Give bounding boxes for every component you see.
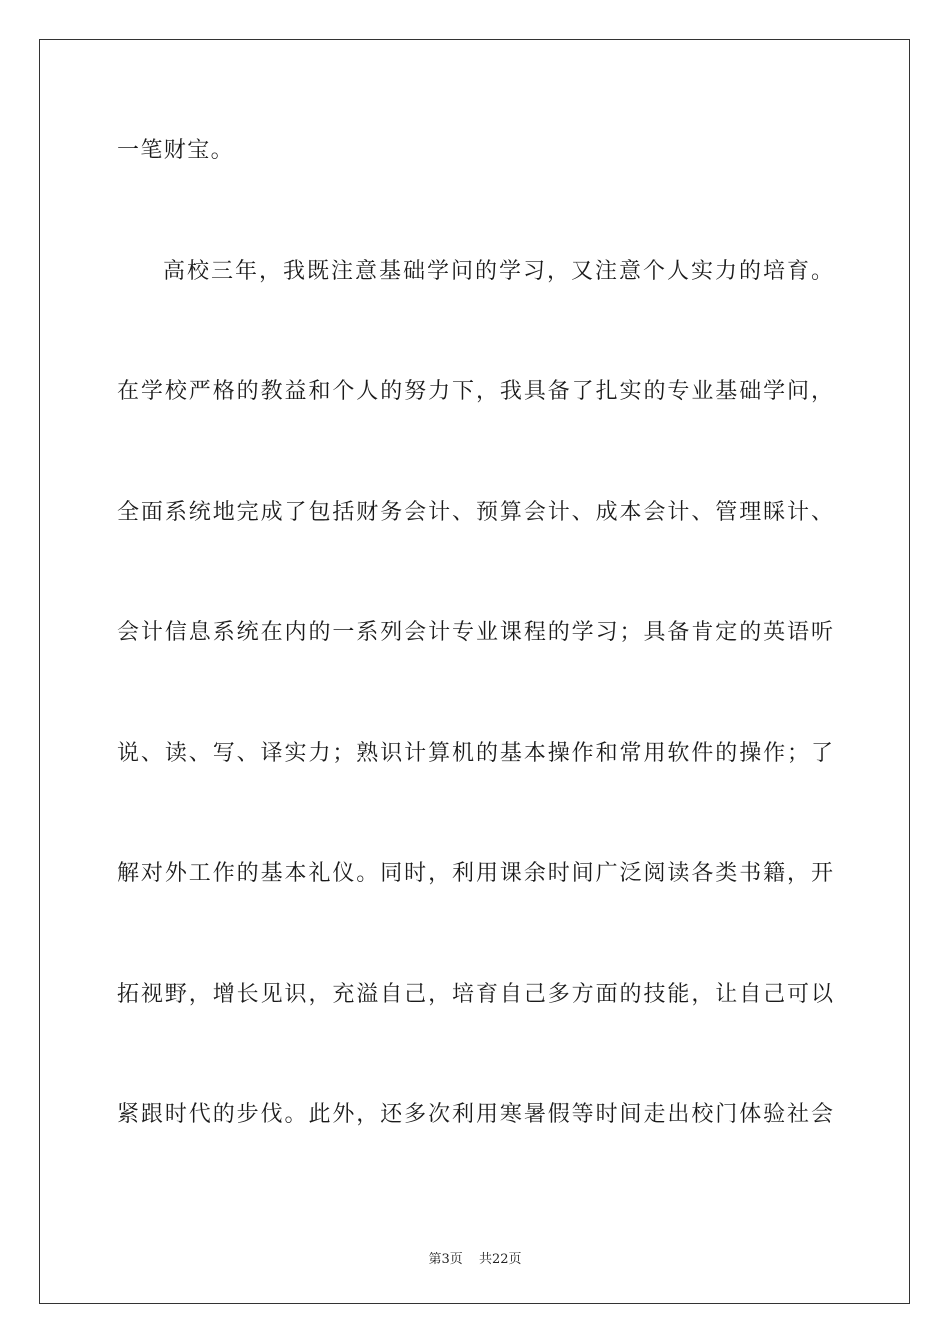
paragraph-line: 说、读、写、译实力；熟识计算机的基本操作和常用软件的操作；了	[117, 740, 833, 766]
paragraph-line: 全面系统地完成了包括财务会计、预算会计、成本会计、管理睬计、	[117, 499, 833, 525]
paragraph-line: 解对外工作的基本礼仪。同时，利用课余时间广泛阅读各类书籍，开	[117, 861, 833, 886]
paragraph-line: 一笔财宝。	[117, 138, 235, 163]
paragraph-line: 拓视野，增长见识，充溢自己，培育自己多方面的技能，让自己可以	[117, 981, 833, 1007]
paragraph-line: 紧跟时代的步伐。此外，还多次利用寒暑假等时间走出校门体验社会	[117, 1102, 833, 1127]
page-footer	[0, 1248, 950, 1267]
paragraph-line: 会计信息系统在内的一系列会计专业课程的学习；具备肯定的英语听	[117, 620, 833, 645]
current-page-number: 第3页	[428, 1252, 463, 1267]
document-body	[117, 128, 833, 1213]
total-pages: 共22页	[478, 1252, 522, 1267]
paragraph-line: 在学校严格的教益和个人的努力下，我具备了扎实的专业基础学问，	[117, 379, 833, 404]
paragraph-line: 高校三年，我既注意基础学问的学习，又注意个人实力的培育。	[163, 258, 833, 284]
